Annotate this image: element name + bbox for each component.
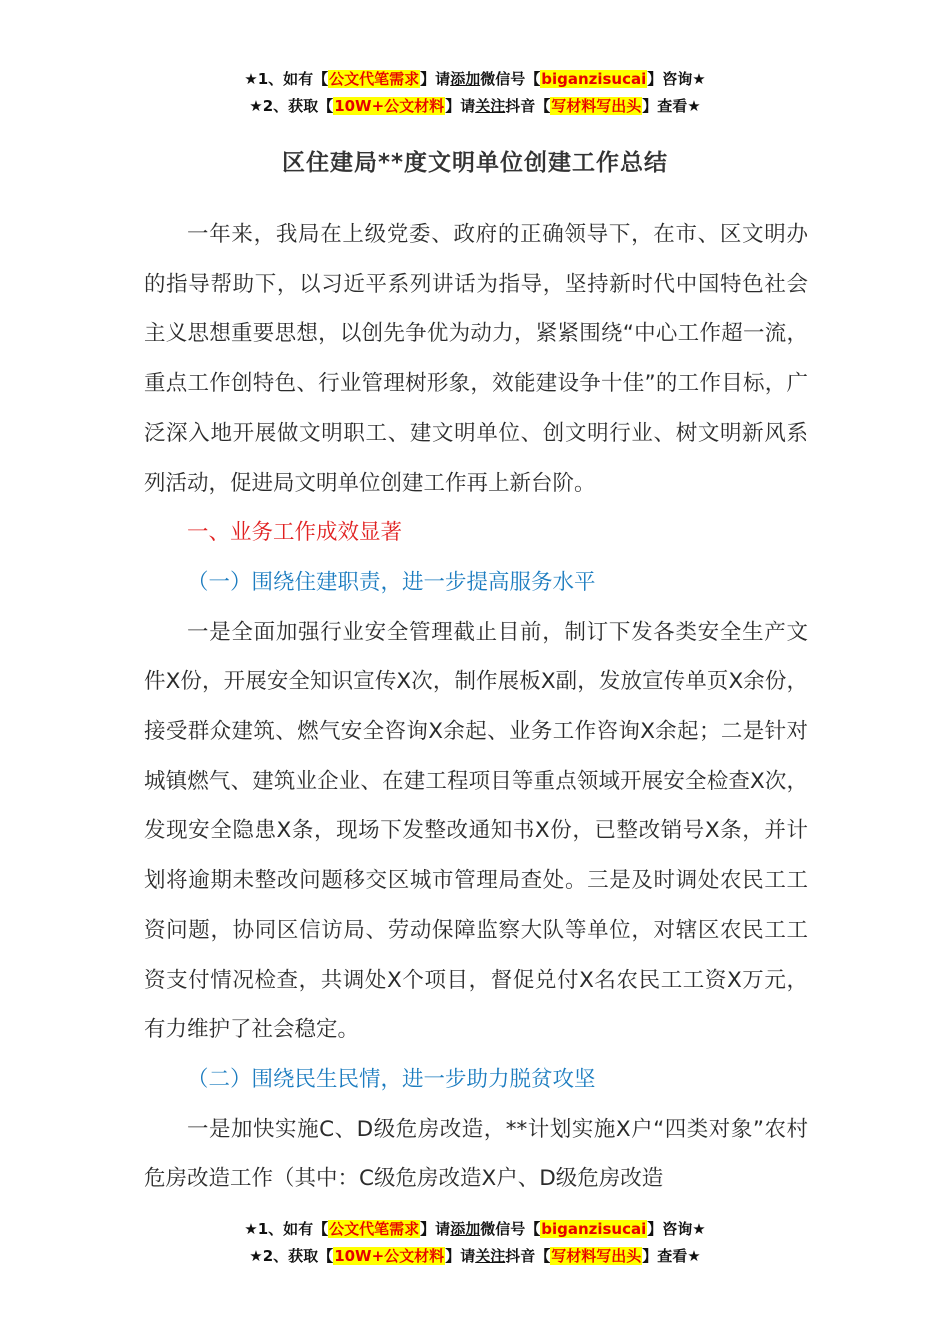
promo-banner-top xyxy=(0,66,950,120)
promo-highlight: 公文代笔需求 xyxy=(329,1220,420,1238)
promo-douyin-id: 写材料写出头 xyxy=(551,97,642,115)
body-paragraph-2: 一是加快实施C、D级危房改造，**计划实施X户“四类对象”农村危房改造工作（其中：C级危房改造X户、D级危房改造 xyxy=(144,1116,808,1192)
section-heading-1: 一、业务工作成效显著 xyxy=(187,520,403,546)
document-body xyxy=(144,210,808,1204)
body-paragraph-1: 一是全面加强行业安全管理截止目前，制订下发各类安全生产文件X份，开展安全知识宣传X次，制作展板X副，发放宣传单页X余份，接受群众建筑、燃气安全咨询X余起、业务工作咨询X余起；二是针对城镇燃气、建筑业企业、在建工程项目等重点领域开展安全检查X次，发现安全隐患X条，现场下发整改通知书X份，已整改销号X条，并计划将逾期未整改问题移交区城市管理局查处。三是及时调处农民工工资问题，协同区信访局、劳动保障监察大队等单位，对辖区农民工工资支付情况检查，共调处X个项目，督促兑付X名农民工工资X万元，有力维护了社会稳定。 xyxy=(144,619,808,1043)
promo-line-1: ★1、如有【公文代笔需求】请添加微信号【biganzisucai】咨询★ xyxy=(244,1220,706,1238)
subsection-heading-1: （一）围绕住建职责，进一步提高服务水平 xyxy=(187,569,596,595)
promo-line-2: ★2、获取【10W+公文材料】请关注抖音【写材料写出头】查看★ xyxy=(249,1247,701,1265)
promo-highlight: 公文代笔需求 xyxy=(329,70,420,88)
promo-line-2: ★2、获取【10W+公文材料】请关注抖音【写材料写出头】查看★ xyxy=(249,97,701,115)
promo-highlight: 10W+公文材料 xyxy=(334,1247,445,1265)
document-title: 区住建局**度文明单位创建工作总结 xyxy=(281,150,669,176)
promo-banner-bottom xyxy=(0,1216,950,1270)
promo-douyin-id: 写材料写出头 xyxy=(551,1247,642,1265)
promo-wechat-id: biganzisucai xyxy=(541,1220,647,1238)
promo-highlight: 10W+公文材料 xyxy=(334,97,445,115)
promo-wechat-id: biganzisucai xyxy=(541,70,647,88)
intro-paragraph: 一年来，我局在上级党委、政府的正确领导下，在市、区文明办的指导帮助下，以习近平系列讲话为指导，坚持新时代中国特色社会主义思想重要思想，以创先争优为动力，紧紧围绕“中心工作超一流，重点工作创特色、行业管理树形象，效能建设争十佳”的工作目标，广泛深入地开展做文明职工、建文明单位、创文明行业、树文明新风系列活动，促进局文明单位创建工作再上新台阶。 xyxy=(144,222,808,496)
promo-line-1: ★1、如有【公文代笔需求】请添加微信号【biganzisucai】咨询★ xyxy=(244,70,706,88)
subsection-heading-2: （二）围绕民生民情，进一步助力脱贫攻坚 xyxy=(187,1066,596,1092)
